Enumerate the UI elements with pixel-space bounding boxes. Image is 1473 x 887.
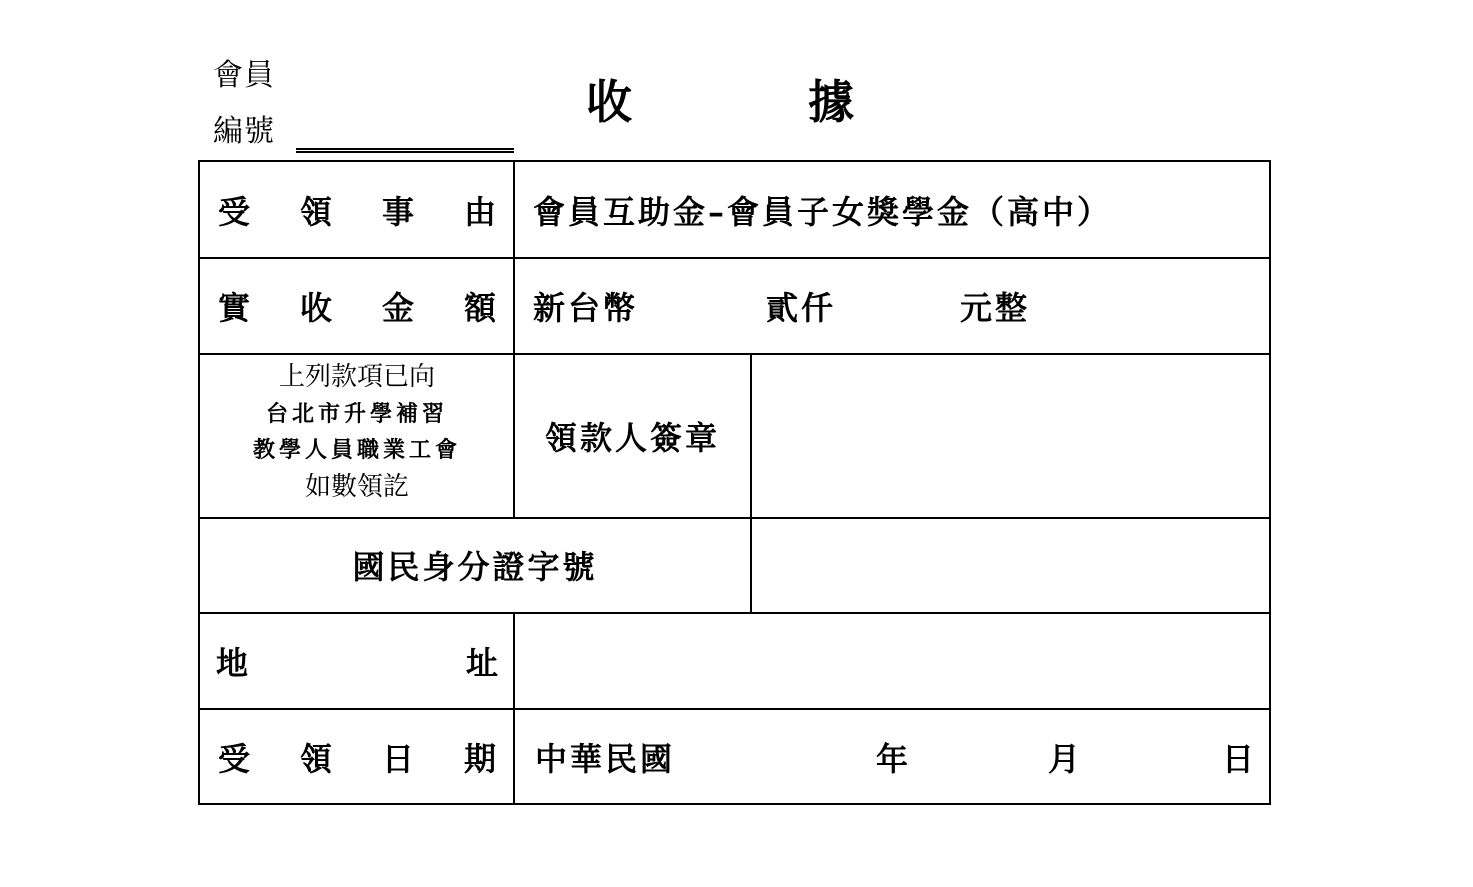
receipt-form bbox=[198, 160, 1271, 805]
reason-label bbox=[218, 162, 496, 257]
address-field[interactable] bbox=[515, 614, 1269, 708]
member-label-line2: 編號 bbox=[213, 114, 275, 149]
member-label-line1: 會員 bbox=[213, 58, 275, 93]
date-era: 中華民國 bbox=[535, 740, 676, 778]
id-number-field[interactable] bbox=[752, 519, 1269, 612]
date-year: 年 bbox=[876, 740, 912, 778]
label-char: 址 bbox=[465, 643, 498, 682]
label-char: 由 bbox=[463, 192, 496, 231]
ack-line4: 如數領訖 bbox=[304, 472, 409, 502]
label-char: 領 bbox=[299, 192, 332, 231]
label-char: 領 bbox=[299, 740, 332, 778]
date-label bbox=[218, 709, 496, 805]
ack-line2: 台北市升學補習 bbox=[265, 401, 448, 427]
amount-label bbox=[218, 258, 496, 353]
signature-label: 領款人簽章 bbox=[544, 418, 720, 457]
title-char-receipt: 據 bbox=[808, 75, 854, 129]
member-number-label bbox=[213, 48, 275, 160]
date-month: 月 bbox=[1048, 740, 1084, 778]
ack-line3: 教學人員職業工會 bbox=[252, 437, 461, 463]
label-char: 地 bbox=[216, 643, 249, 682]
title-char-receive: 收 bbox=[586, 75, 632, 129]
signature-field[interactable] bbox=[752, 355, 1269, 517]
id-number-label: 國民身分證字號 bbox=[352, 548, 598, 586]
amount-unit: 元整 bbox=[960, 288, 1031, 327]
label-char: 事 bbox=[381, 192, 414, 231]
member-number-field[interactable] bbox=[296, 148, 514, 153]
reason-value: 會員互助金–會員子女獎學金（高中） bbox=[533, 192, 1113, 231]
ack-line1: 上列款項已向 bbox=[278, 362, 435, 392]
label-char: 受 bbox=[218, 192, 251, 231]
label-char: 日 bbox=[381, 740, 414, 778]
address-label bbox=[216, 613, 498, 708]
label-char: 期 bbox=[463, 740, 496, 778]
acknowledgement-text bbox=[200, 358, 514, 506]
amount-value: 貳仟 bbox=[766, 288, 837, 327]
label-char: 額 bbox=[463, 288, 496, 327]
label-char: 金 bbox=[381, 288, 414, 327]
date-day: 日 bbox=[1222, 740, 1258, 778]
label-char: 收 bbox=[299, 288, 332, 327]
amount-currency: 新台幣 bbox=[533, 288, 639, 327]
label-char: 實 bbox=[218, 288, 251, 327]
label-char: 受 bbox=[218, 740, 251, 778]
